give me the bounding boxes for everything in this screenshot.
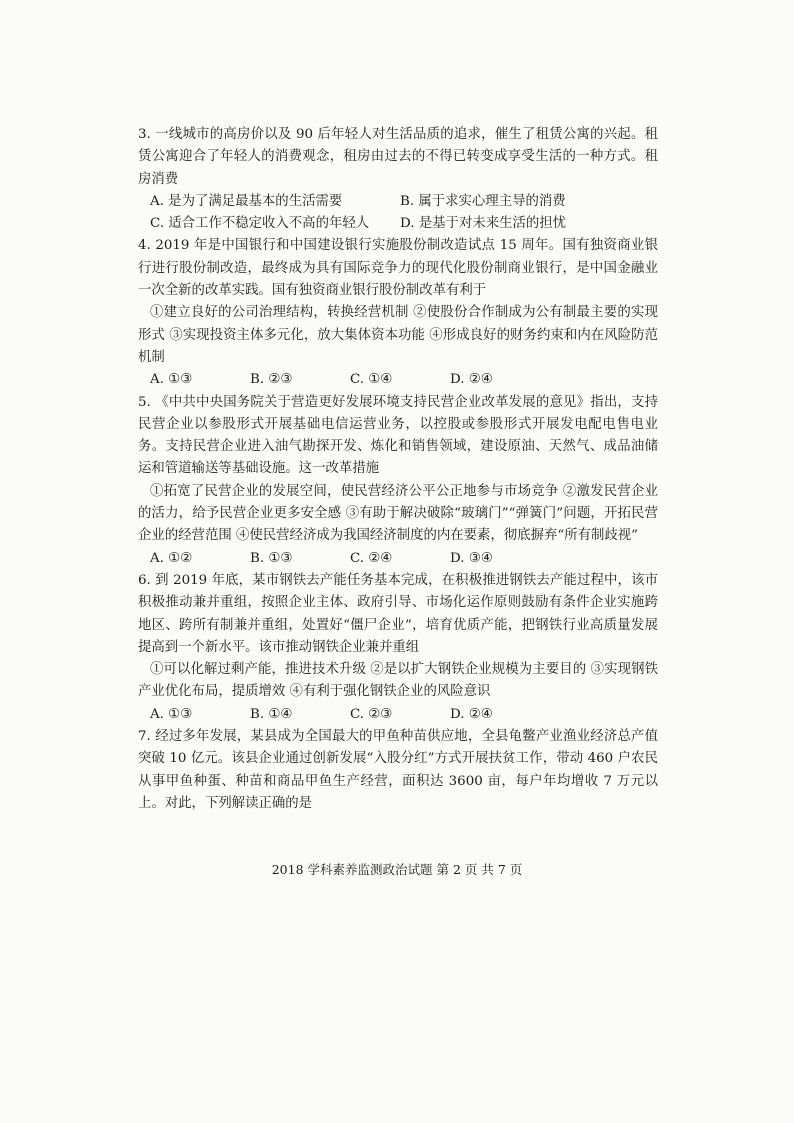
question-4-items: ①建立良好的公司治理结构，转换经营机制 ②使股份合作制成为公有制最主要的实现形式 ③实现投资主体多元化，放大集体资本功能 ④形成良好的财务约束和内在风险防范机制 — [138, 305, 658, 365]
question-3-option-c: C. 适合工作不稳定收入不高的年轻人 — [150, 216, 370, 232]
question-5-option-a: A. ①② — [150, 550, 193, 566]
question-3-options-row-1 — [138, 191, 658, 213]
question-5-items: ①拓宽了民营企业的发展空间，使民营经济公平公正地参与市场竞争 ②激发民营企业的活力，给予民营企业更多安全感 ③有助于解决破除“玻璃门”“弹簧门”问题，开拓民营企业的经营范围 ④使民营经济成为我国经济制度的内在要素，彻底摒弃“所有制歧视” — [138, 483, 658, 544]
question-3-option-d: D. 是基于对未来生活的担忧 — [400, 216, 567, 232]
question-3-option-a: A. 是为了满足最基本的生活需要 — [150, 193, 343, 209]
question-6-option-a: A. ①③ — [150, 706, 193, 722]
question-4-options — [138, 369, 658, 391]
question-5-option-d: D. ③④ — [450, 550, 493, 566]
question-4-stem: 4. 2019 年是中国银行和中国建设银行实施股份制改造试点 15 周年。国有独资商业银行进行股份制改造，最终成为具有国际竞争力的现代化股份制商业银行，是中国金融业一次全新的改革实践。国有独资商业银行股份制改革有利于 — [138, 238, 658, 299]
question-content — [138, 124, 658, 815]
question-3-stem: 3. 一线城市的高房价以及 90 后年轻人对生活品质的追求，催生了租赁公寓的兴起。租赁公寓迎合了年轻人的消费观念，租房由过去的不得已转变成享受生活的一种方式。租房消费 — [138, 127, 658, 187]
question-5-option-c: C. ②④ — [350, 550, 393, 566]
question-4-option-b: B. ②③ — [250, 372, 293, 388]
question-6-option-b: B. ①④ — [250, 706, 293, 722]
page-footer: 2018 学科素养监测政治试题 第 2 页 共 7 页 — [271, 862, 523, 877]
question-3-option-b: B. 属于求实心理主导的消费 — [400, 193, 566, 209]
question-4-option-a: A. ①③ — [150, 372, 193, 388]
question-6-options — [138, 704, 658, 726]
question-6-stem: 6. 到 2019 年底，某市钢铁去产能任务基本完成，在积极推进钢铁去产能过程中，该市积极推动兼并重组，按照企业主体、政府引导、市场化运作原则鼓励有条件企业实施跨地区、跨所有制兼并重组，处置好“僵尸企业”，培育优质产能，把钢铁行业高质量发展提高到一个新水平。该市推动钢铁企业兼并重组 — [138, 572, 658, 655]
question-5-options — [138, 548, 658, 570]
question-7-stem: 7. 经过多年发展，某县成为全国最大的甲鱼种苗供应地，全县龟鳖产业渔业经济总产值突破 10 亿元。该县企业通过创新发展“入股分红”方式开展扶贫工作，带动 460 户农民从事甲鱼种蛋、种苗和商品甲鱼生产经营，面积达 3600 亩，每户年均增收 7 万元以上。对此，下列解读正确的是 — [138, 729, 658, 811]
question-6-option-c: C. ②③ — [350, 706, 393, 722]
question-4-option-c: C. ①④ — [350, 372, 393, 388]
question-3-options-row-2 — [138, 213, 658, 235]
question-6-items: ①可以化解过剩产能，推进技术升级 ②是以扩大钢铁企业规模为主要目的 ③实现钢铁产业优化布局，提质增效 ④有利于强化钢铁企业的风险意识 — [138, 662, 658, 700]
question-5-stem: 5. 《中共中央国务院关于营造更好发展环境支持民营企业改革发展的意见》指出，支持民营企业以参股形式开展基础电信运营业务，以控股或参股形式开展发电配电售电业务。支持民营企业进入油气勘探开发、炼化和销售领域，建设原油、天然气、成品油储运和管道输送等基础设施。这一改革措施 — [138, 394, 658, 477]
question-5-option-b: B. ①③ — [250, 550, 293, 566]
question-4-option-d: D. ②④ — [450, 372, 493, 388]
question-6-option-d: D. ②④ — [450, 706, 493, 722]
